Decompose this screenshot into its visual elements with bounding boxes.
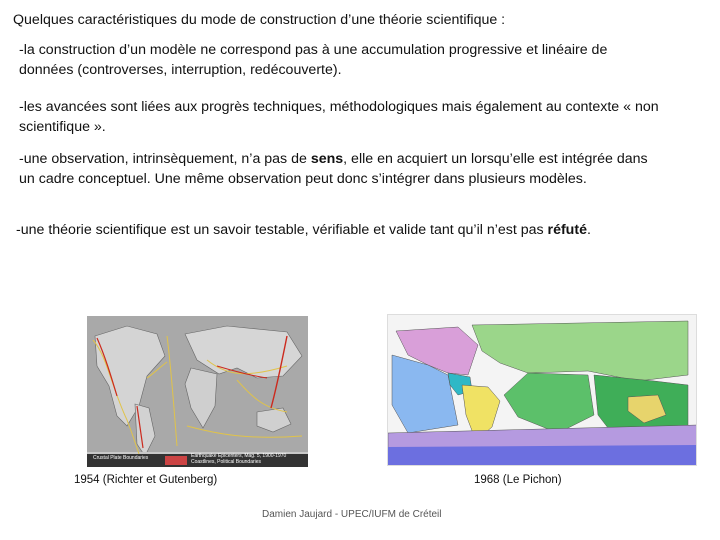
p4-text-after: .	[586, 222, 591, 238]
paragraph-theory	[16, 220, 716, 240]
figure-caption-left: 1954 (Richter et Gutenberg)	[74, 474, 218, 486]
slide-title: Quelques caractéristiques du mode de construction d’une théorie scientifique :	[13, 12, 506, 28]
paragraph-observation	[19, 149, 659, 189]
plate-map-image	[387, 314, 697, 466]
paragraph-accumulation: -la construction d’un modèle ne correspond pas à une accumulation progressive et linéaire de données (controverses, interruption, redécouverte).	[19, 42, 608, 78]
seismicity-map-image	[87, 316, 308, 467]
paragraph-context: -les avancées sont liées aux progrès techniques, méthodologiques mais également au contexte « non scientifique ».	[19, 99, 659, 135]
p4-bold-word: réfuté	[547, 222, 587, 238]
p3-text-after: , elle en acquiert un lorsqu’elle est intégrée dans un cadre conceptuel. Une même observation peut donc s’intégrer dans plusieurs modèles.	[19, 151, 648, 187]
map-legend-plates: Crustal Plate Boundaries	[93, 455, 149, 461]
p3-bold-word: sens	[310, 151, 344, 167]
map-legend-coastlines: Coastlines, Political Boundaries	[191, 459, 262, 465]
map-legend-epicenters: Earthquake Epicenters, Mag. 5, 1900-1970	[191, 453, 287, 459]
footer-credit: Damien Jaujard - UPEC/IUFM de Créteil	[262, 509, 442, 520]
p3-text-before: -une observation, intrinsèquement, n’a pas de	[19, 151, 311, 167]
p4-text-before: -une théorie scientifique est un savoir testable, vérifiable et valide tant qu’il n’est pas	[16, 222, 548, 238]
figure-caption-right: 1968 (Le Pichon)	[474, 474, 562, 486]
seismicity-map-drawing	[87, 316, 308, 467]
plate-map-drawing	[388, 315, 697, 466]
